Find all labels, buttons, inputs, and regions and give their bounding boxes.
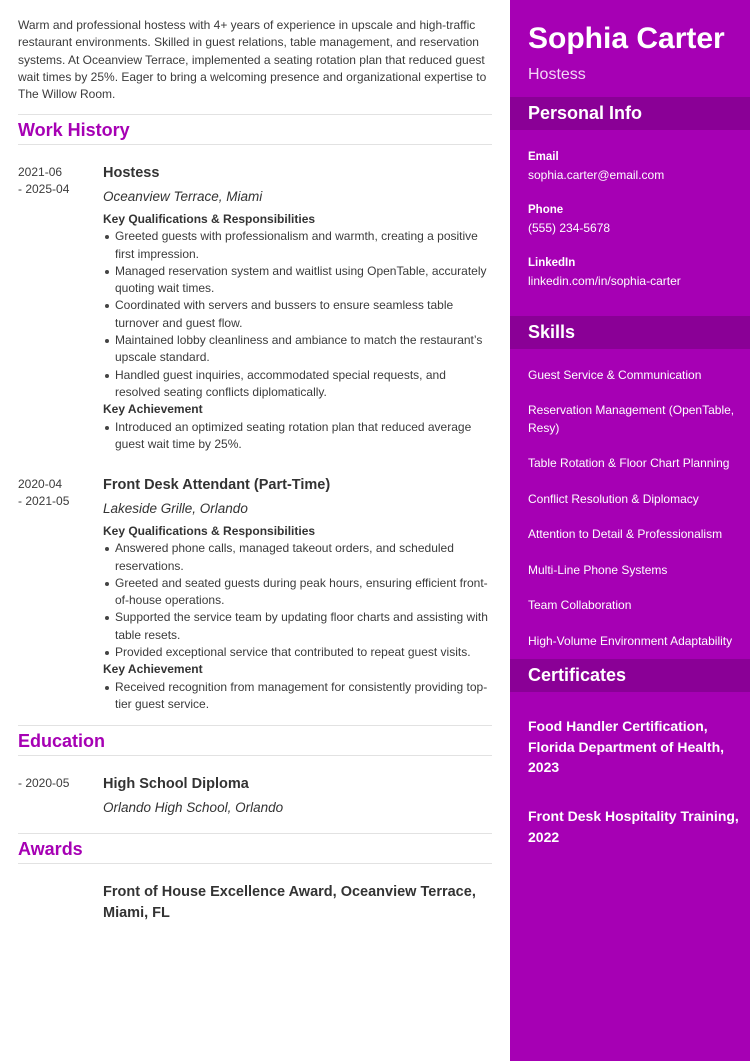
- certificates-heading: Certificates: [528, 665, 627, 685]
- end-date: - 2025-04: [18, 182, 70, 197]
- skill-item: Guest Service & Communication: [528, 368, 702, 382]
- qualifications-label: Key Qualifications & Responsibilities: [103, 524, 316, 538]
- employer: Oceanview Terrace, Miami: [103, 189, 263, 204]
- start-date: 2021-06: [18, 165, 63, 179]
- candidate-role: Hostess: [528, 66, 586, 83]
- work-dates: [18, 164, 98, 199]
- summary-text: Warm and professional hostess with 4+ years of experience in upscale and high-traffic restaurant environments. Skilled in guest relations, table management, and reservation systems. At Oceanview Terrace, implemented a seating rotation plan that reduced guest wait times by 25%. Eager to bring a welcoming presence and organizational expertise to The Willow Room.: [18, 18, 487, 102]
- education-heading: Education: [18, 731, 106, 751]
- certificate-item: Food Handler Certification, Florida Department of Health, 2023: [528, 718, 725, 775]
- linkedin-value[interactable]: linkedin.com/in/sophia-carter: [528, 274, 681, 288]
- list-item: Managed reservation system and waitlist using OpenTable, accurately quoting wait times.: [103, 263, 492, 298]
- skill-item: Team Collaboration: [528, 598, 632, 612]
- divider: [18, 725, 492, 726]
- phone-value: (555) 234-5678: [528, 221, 611, 235]
- sidebar: [510, 0, 750, 1061]
- divider: [18, 114, 492, 115]
- phone-label: Phone: [528, 204, 564, 216]
- degree: High School Diploma: [103, 776, 249, 792]
- linkedin-label: LinkedIn: [528, 257, 576, 269]
- job-title: Hostess: [103, 165, 160, 181]
- awards-heading: Awards: [18, 839, 83, 859]
- list-item: Greeted guests with professionalism and warmth, creating a positive first impression.: [103, 228, 492, 263]
- qualifications-label: Key Qualifications & Responsibilities: [103, 212, 316, 226]
- list-item: Maintained lobby cleanliness and ambiance to match the restaurant’s upscale standard.: [103, 332, 492, 367]
- divider: [18, 863, 492, 864]
- personal-info-heading: Personal Info: [528, 103, 643, 123]
- employer: Lakeside Grille, Orlando: [103, 501, 248, 516]
- qualifications-list: [103, 228, 492, 401]
- award-title: Front of House Excellence Award, Oceanview Terrace, Miami, FL: [103, 884, 476, 921]
- personal-info-band: [510, 97, 750, 130]
- list-item: Greeted and seated guests during peak hours, ensuring efficient front-of-house operations.: [103, 575, 492, 610]
- achievement-label: Key Achievement: [103, 662, 203, 677]
- list-item: Received recognition from management for consistently providing top-tier guest service.: [103, 679, 492, 714]
- list-item: Handled guest inquiries, accommodated special requests, and resolved seating conflicts diplomatically.: [103, 367, 492, 402]
- start-date: 2020-04: [18, 477, 63, 491]
- certificate-item: Front Desk Hospitality Training, 2022: [528, 808, 739, 845]
- divider: [18, 755, 492, 756]
- job-title: Front Desk Attendant (Part-Time): [103, 477, 331, 493]
- work-history-heading: Work History: [18, 120, 130, 140]
- certificates-band: [510, 659, 750, 692]
- list-item: Answered phone calls, managed takeout orders, and scheduled reservations.: [103, 540, 492, 575]
- achievement-list: [103, 419, 492, 454]
- list-item: Coordinated with servers and bussers to ensure seamless table turnover and guest flow.: [103, 297, 492, 332]
- divider: [18, 144, 492, 145]
- skill-item: Table Rotation & Floor Chart Planning: [528, 456, 730, 470]
- achievement-list: [103, 679, 492, 714]
- skill-item: High-Volume Environment Adaptability: [528, 634, 733, 648]
- skill-item: Multi-Line Phone Systems: [528, 563, 668, 577]
- email-label: Email: [528, 151, 559, 163]
- divider: [18, 833, 492, 834]
- list-item: Provided exceptional service that contributed to repeat guest visits.: [103, 644, 492, 661]
- skills-band: [510, 316, 750, 349]
- school: Orlando High School, Orlando: [103, 800, 284, 815]
- email-value[interactable]: sophia.carter@email.com: [528, 168, 665, 182]
- candidate-name: Sophia Carter: [528, 22, 725, 55]
- qualifications-list: [103, 540, 492, 661]
- skills-heading: Skills: [528, 322, 576, 342]
- education-date: - 2020-05: [18, 776, 70, 790]
- skill-item: Reservation Management (OpenTable, Resy): [528, 403, 735, 435]
- end-date: - 2021-05: [18, 494, 70, 509]
- list-item: Introduced an optimized seating rotation plan that reduced average guest wait time by 25%.: [103, 419, 492, 454]
- work-dates: [18, 476, 98, 511]
- skill-item: Attention to Detail & Professionalism: [528, 527, 723, 541]
- list-item: Supported the service team by updating floor charts and assisting with table resets.: [103, 609, 492, 644]
- skill-item: Conflict Resolution & Diplomacy: [528, 492, 699, 506]
- achievement-label: Key Achievement: [103, 402, 203, 417]
